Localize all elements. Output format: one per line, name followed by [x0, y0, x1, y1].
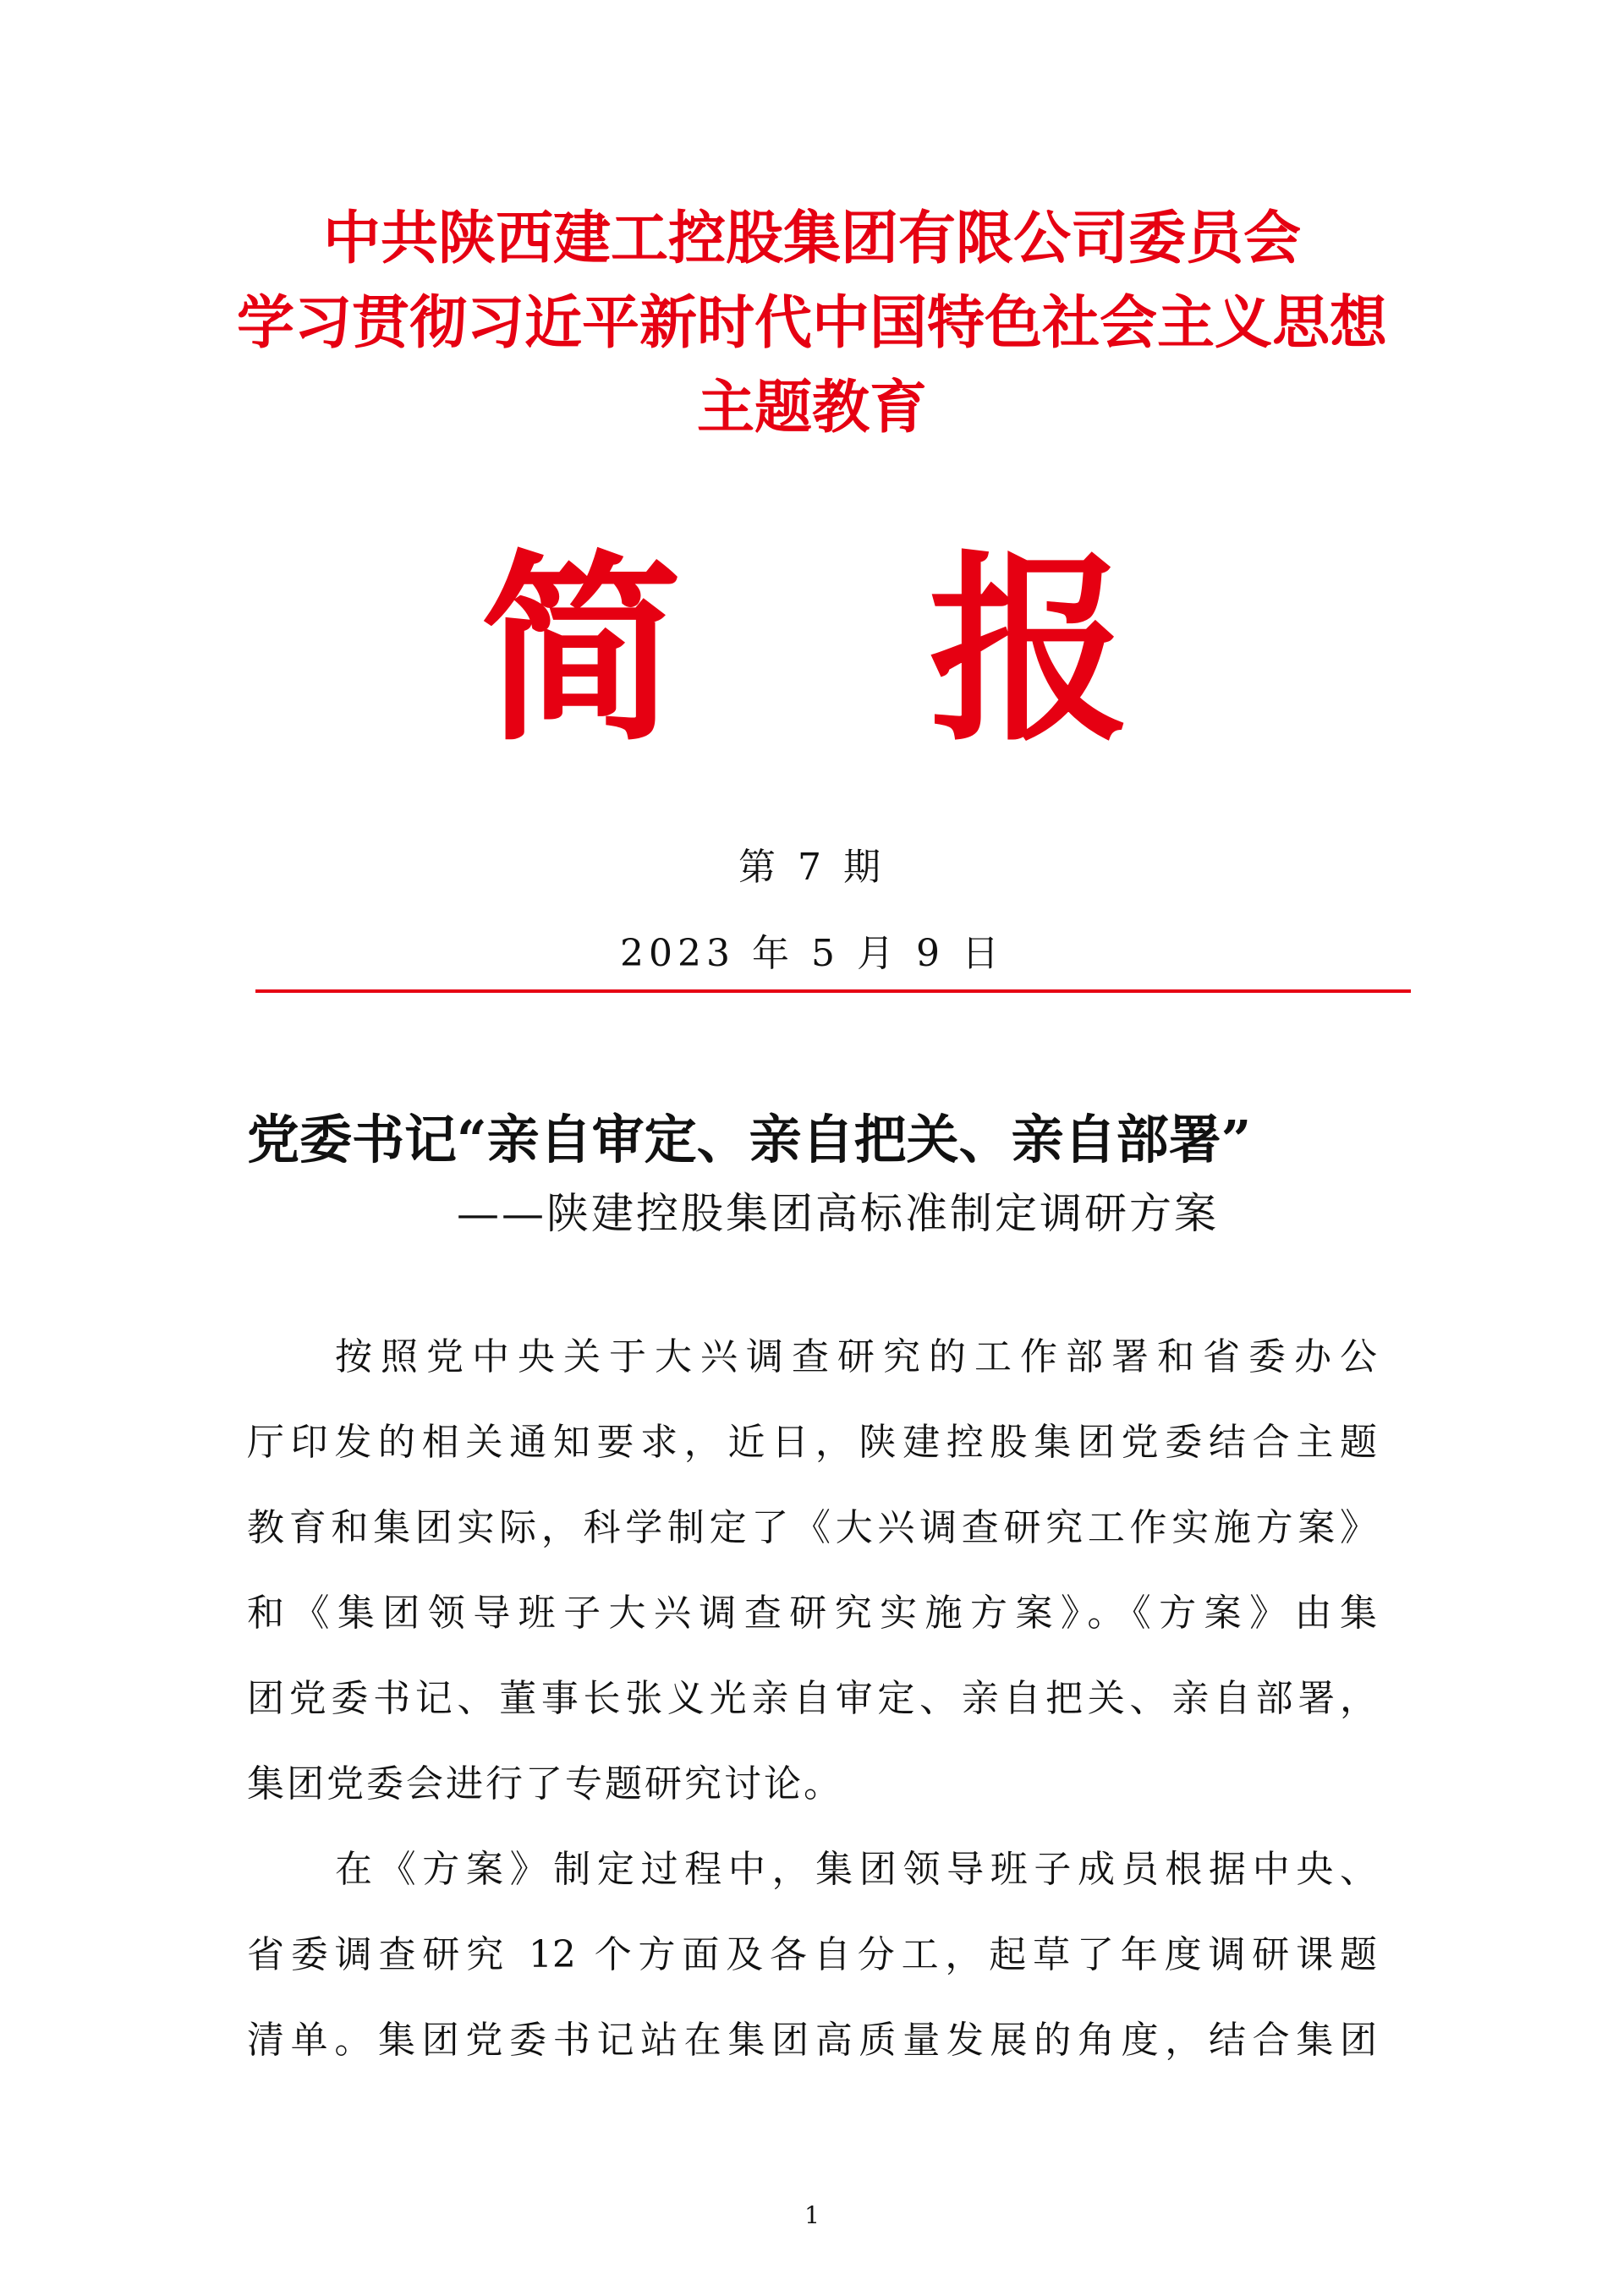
- paragraph-2-line-2: 省委调查研究 12 个方面及各自分工，起草了年度调研课题: [247, 1933, 1377, 1976]
- article-subtitle: ——陕建控股集团高标准制定调研方案: [457, 1189, 1219, 1238]
- paragraph-1-line-1: 按照党中央关于大兴调查研究的工作部署和省委办公: [335, 1335, 1377, 1378]
- page-number: 1: [804, 2201, 820, 2229]
- paragraph-2-line-1: 在《方案》制定过程中，集团领导班子成员根据中央、: [335, 1848, 1377, 1891]
- paragraph-1-line-6: 集团党委会进行了专题研究讨论。: [247, 1762, 843, 1806]
- red-divider: [255, 989, 1411, 993]
- paragraph-1-line-2: 厅印发的相关通知要求，近日，陕建控股集团党委结合主题: [247, 1421, 1377, 1464]
- paragraph-1-line-4: 和《集团领导班子大兴调查研究实施方案》。《方案》由集: [247, 1592, 1377, 1635]
- masthead-line-3: 主题教育: [696, 375, 927, 441]
- briefing-title: [0, 533, 1624, 769]
- article-title: 党委书记“亲自审定、亲自把关、亲自部署”: [247, 1109, 1252, 1170]
- issue-date: 2023 年 5 月 9 日: [620, 932, 1004, 975]
- briefing-title-char-2: 报: [929, 533, 1130, 769]
- paragraph-2-line-3: 清单。集团党委书记站在集团高质量发展的角度，结合集团: [247, 2019, 1377, 2062]
- paragraph-1-line-3: 教育和集团实际，科学制定了《大兴调查研究工作实施方案》: [247, 1506, 1377, 1549]
- masthead-line-2: 学习贯彻习近平新时代中国特色社会主义思想: [236, 290, 1387, 357]
- briefing-title-char-1: 简: [480, 533, 682, 769]
- masthead-line-1: 中共陕西建工控股集团有限公司委员会: [322, 205, 1301, 272]
- issue-number: 第 7 期: [738, 846, 886, 889]
- paragraph-1-line-5: 团党委书记、董事长张义光亲自审定、亲自把关、亲自部署，: [247, 1677, 1377, 1720]
